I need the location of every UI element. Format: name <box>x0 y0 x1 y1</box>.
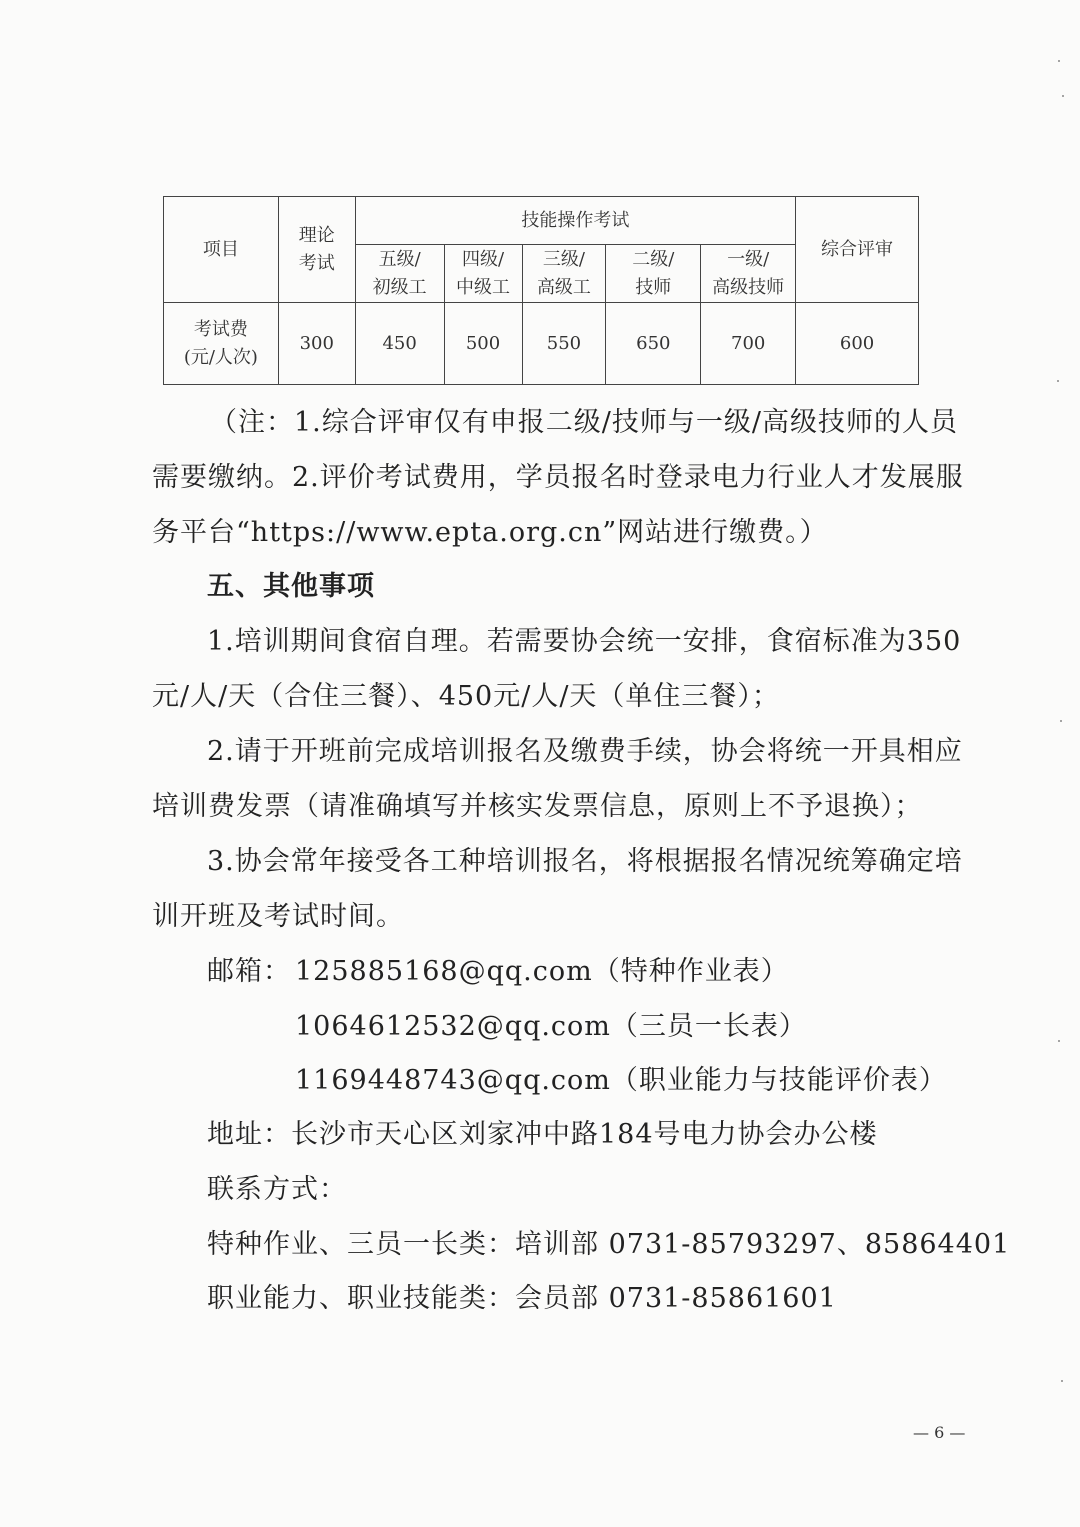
contact-line: 职业能力、职业技能类：会员部 0731-85861601 <box>207 1283 837 1314</box>
email-line: 1064612532@qq.com（三员一长表） <box>295 1011 807 1042</box>
header-level-2: 二级/ 技师 <box>606 245 701 303</box>
fee-cell: 300 <box>278 303 355 385</box>
scan-speck <box>1061 1380 1063 1382</box>
scan-speck <box>1058 60 1060 62</box>
header-level-3: 三级/ 高级工 <box>522 245 606 303</box>
scan-speck <box>1062 95 1064 97</box>
item-line: 1.培训期间食宿自理。若需要协会统一安排，食宿标准为350 <box>207 626 962 657</box>
fee-cell: 500 <box>444 303 522 385</box>
item-line: 培训费发票（请准确填写并核实发票信息，原则上不予退换）； <box>152 791 923 822</box>
fee-cell: 450 <box>355 303 444 385</box>
address: 地址：长沙市天心区刘家冲中路184号电力协会办公楼 <box>207 1119 878 1150</box>
header-level-4: 四级/ 中级工 <box>444 245 522 303</box>
fee-cell: 550 <box>522 303 606 385</box>
header-level-1: 一级/ 高级技师 <box>701 245 796 303</box>
scan-speck <box>1057 380 1059 382</box>
fee-cell: 600 <box>796 303 919 385</box>
fee-cell: 650 <box>606 303 701 385</box>
item-line: 训开班及考试时间。 <box>152 901 404 932</box>
header-item: 项目 <box>164 197 279 303</box>
scan-speck <box>1058 1040 1060 1042</box>
scan-speck <box>1060 720 1062 722</box>
note-line: 需要缴纳。2.评价考试费用，学员报名时登录电力行业人才发展服 <box>152 462 964 493</box>
page-number: — 6 — <box>913 1423 966 1442</box>
item-line: 元/人/天（合住三餐）、450元/人/天（单住三餐）； <box>152 681 780 712</box>
email-line: 1169448743@qq.com（职业能力与技能评价表） <box>295 1065 947 1096</box>
header-review: 综合评审 <box>796 197 919 303</box>
table-row <box>164 303 919 385</box>
email-label: 邮箱： <box>207 956 291 987</box>
fee-table <box>163 196 919 385</box>
header-level-5: 五级/ 初级工 <box>355 245 444 303</box>
section-title: 五、其他事项 <box>207 571 375 602</box>
fee-cell: 700 <box>701 303 796 385</box>
header-theory: 理论 考试 <box>278 197 355 303</box>
note-line: 务平台“https://www.epta.org.cn”网站进行缴费。） <box>152 517 828 548</box>
note-line: （注：1.综合评审仅有申报二级/技师与一级/高级技师的人员 <box>210 407 958 438</box>
email-line: 125885168@qq.com（特种作业表） <box>295 956 789 987</box>
item-line: 3.协会常年接受各工种培训报名，将根据报名情况统筹确定培 <box>207 846 963 877</box>
item-line: 2.请于开班前完成培训报名及缴费手续，协会将统一开具相应 <box>207 736 963 767</box>
header-skill: 技能操作考试 <box>355 197 795 245</box>
contact-title: 联系方式： <box>207 1174 347 1205</box>
contact-line: 特种作业、三员一长类：培训部 0731-85793297、85864401 <box>207 1229 1011 1260</box>
row-label: 考试费 (元/人次) <box>164 303 279 385</box>
